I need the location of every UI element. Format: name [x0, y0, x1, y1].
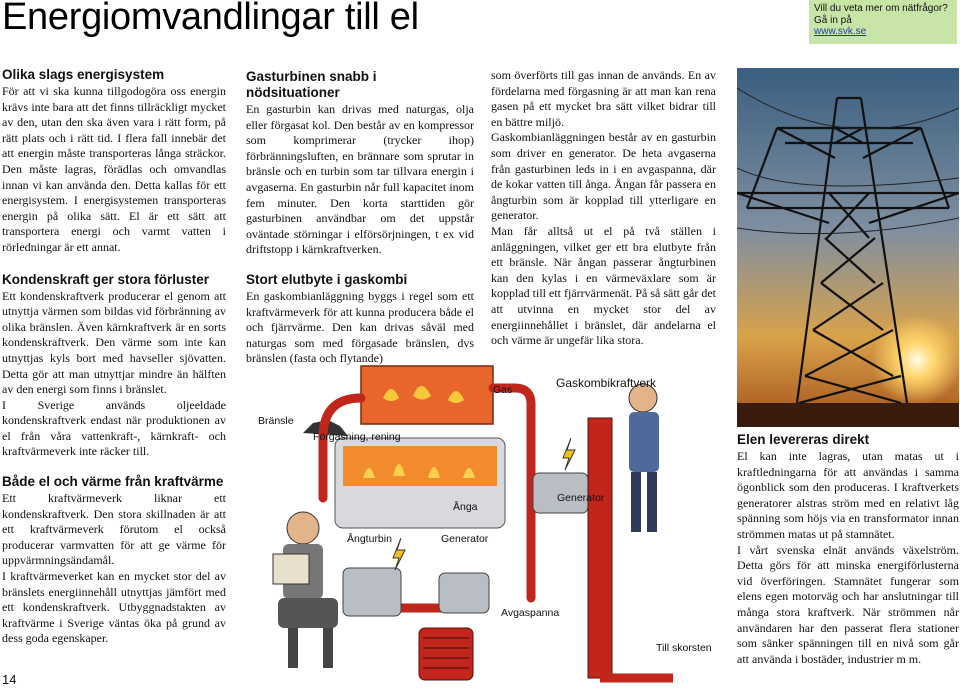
paragraph: Ett kondenskraftverk producerar el genom att utnyttja värmen som bildas vid förbränning av olika bränslen. Även kärnkraftverk är en sorts kondenskraftverk. Den värme som inte kan utnyttjas kyls bort med havseller sjövatten. Detta gör att man utnyttjar mindre än hälften av den energi som finns i bränslet.: [2, 288, 226, 397]
label-bransle: Bränsle: [258, 415, 294, 427]
power-tower-photo: [737, 68, 959, 427]
label-anga: Ånga: [453, 501, 478, 513]
column-4: [737, 432, 959, 667]
heading-kraftvarme: Både el och värme från kraftvärme: [2, 474, 224, 490]
paragraph: Ett kraftvärmeverk liknar ett kondenskraftverk. Den stora skillnaden är att ett kraftvärmeverk förutom el också producerar varmvatten för att ge värme för uppvärmningsändamål.: [2, 491, 226, 568]
label-till-skorsten: Till skorsten: [656, 642, 712, 654]
label-avgaspanna: Avgaspanna: [501, 607, 560, 619]
paragraph: För att vi ska kunna tillgodogöra oss energin krävs inte bara att det finns tillräckligt mycket av den, utan den ska även vara i rätt form, på rätt plats och i rätt tid. I flera fall innebär det att energin måste transporteras långa sträckor. Den måste lagras, förädlas och omvandlas innan vi kan använda den. Detta kallas för ett energisystem. I energisystemen transporteras energin på olika sätt. El är ett sätt att transportera energi och varmt vatten i rörledningar är ett annat.: [2, 84, 226, 254]
column-2: [246, 69, 474, 367]
label-generator-2: Generator: [441, 533, 489, 545]
paragraph: I Sverige används oljeeldade kondenskraftverk endast när produktionen av el från våra vattenkraft-, kärnkraft- och kraftvärmeverk inte räcker till.: [2, 397, 226, 459]
svk-link[interactable]: www.svk.se: [814, 26, 867, 37]
paragraph: En gaskombianläggning byggs i regel som ett kraftvärmeverk för att kunna producera både el och fjärrvärme. Den kan drivas såväl med naturgas som med förgasade bränslen, dvs bränslen (fasta och flytande): [246, 288, 474, 366]
paragraph: El kan inte lagras, utan matas ut i kraftledningarna för att användas i samma ögonblick som den produceras. I kraftverkets generatorer alstras ström med en relativt låg spänning som höjs via en transformator innan strömmen matas ut på stamnätet.: [737, 449, 959, 541]
paragraph: Gaskombianläggningen består av en gasturbin som driver en generator. De heta avgaserna från gasturbinen leds in i en avgaspanna, där de kokar vatten till ånga. Ångan får passera en ångturbin som är kopplad till ytterligare en generator.: [491, 130, 716, 223]
column-1: [2, 67, 226, 647]
label-gas: Gas: [493, 384, 513, 396]
gaskombi-diagram: [243, 358, 733, 686]
label-forgasning: Förgasning, rening: [313, 431, 401, 443]
paragraph: I kraftvärmeverket kan en mycket stor del av bränslets energiinnehåll utnyttjas jämfört med ett kondenskraftverk. Utbyggnadstakten av kraftvärme i Sverige väntas öka på grund av dess goda egenskaper.: [2, 569, 226, 646]
heading-gasturbin: Gasturbinen snabb i nödsituationer: [246, 69, 377, 100]
paragraph: En gasturbin kan drivas med naturgas, olja eller förgasat kol. Den består av en kompressor som komprimerar (trycker ihop) förbränningsluften, en brännare som sprutar in bränsle och en turbin som tar tillvara energin i avgaserna. En gasturbin når full kapacitet inom fem minuter. Den korta starttiden gör gasturbinen användbar om det uppstår oväntade störningar i elförsörjningen, t ex vid driftstopp i kärnkraftverken.: [246, 102, 474, 257]
heading-elen-levereras: Elen levereras direkt: [737, 432, 870, 447]
column-3: [491, 68, 716, 349]
heading-energisystem: Olika slags energisystem: [2, 67, 165, 82]
paragraph: I vårt svenska elnät används växelström. Detta görs för att minska energiförlusterna vid överföringen. Stamnätet fungerar som elens egen motorväg och har anslutningar till många stora kraftverk. När strömmen når användaren har den passerat flera stationer som sänker spänningen till en nivå som går att använda i bostäder, industrier m m.: [737, 542, 959, 666]
info-box: [809, 0, 957, 44]
page-number: 14: [2, 672, 17, 687]
page-title: Energiomvandlingar till el: [2, 0, 419, 38]
label-generator-1: Generator: [557, 492, 605, 504]
info-box-line2: Gå in på: [814, 14, 852, 26]
info-box-line1: Vill du veta mer om nätfrågor?: [814, 3, 948, 14]
heading-gaskombi: Stort elutbyte i gaskombi: [246, 271, 408, 287]
paragraph: Man får alltså ut el på två ställen i anläggningen, vilket ger ett bra elutbyte från ett bränsle. När ångan passerar ångturbinen kan den kylas i en värmeväxlare som är kopplad till ett fjärrvärmenät. På så sätt går det att utvinna en mycket stor del av energiinnehållet i bränslet, där andelarna el och värme är ungefär lika stora.: [491, 223, 716, 348]
label-angturbin: Ångturbin: [347, 533, 392, 545]
paragraph: som överförts till gas innan de används. En av fördelarna med förgasning är att man kan rena gasen på ett mycket bra sätt vilket bidrar till en bättre miljö.: [491, 68, 716, 129]
heading-kondenskraft: Kondenskraft ger stora förluster: [2, 271, 210, 287]
label-gaskombikraftverk: Gaskombikraftverk: [556, 376, 657, 390]
